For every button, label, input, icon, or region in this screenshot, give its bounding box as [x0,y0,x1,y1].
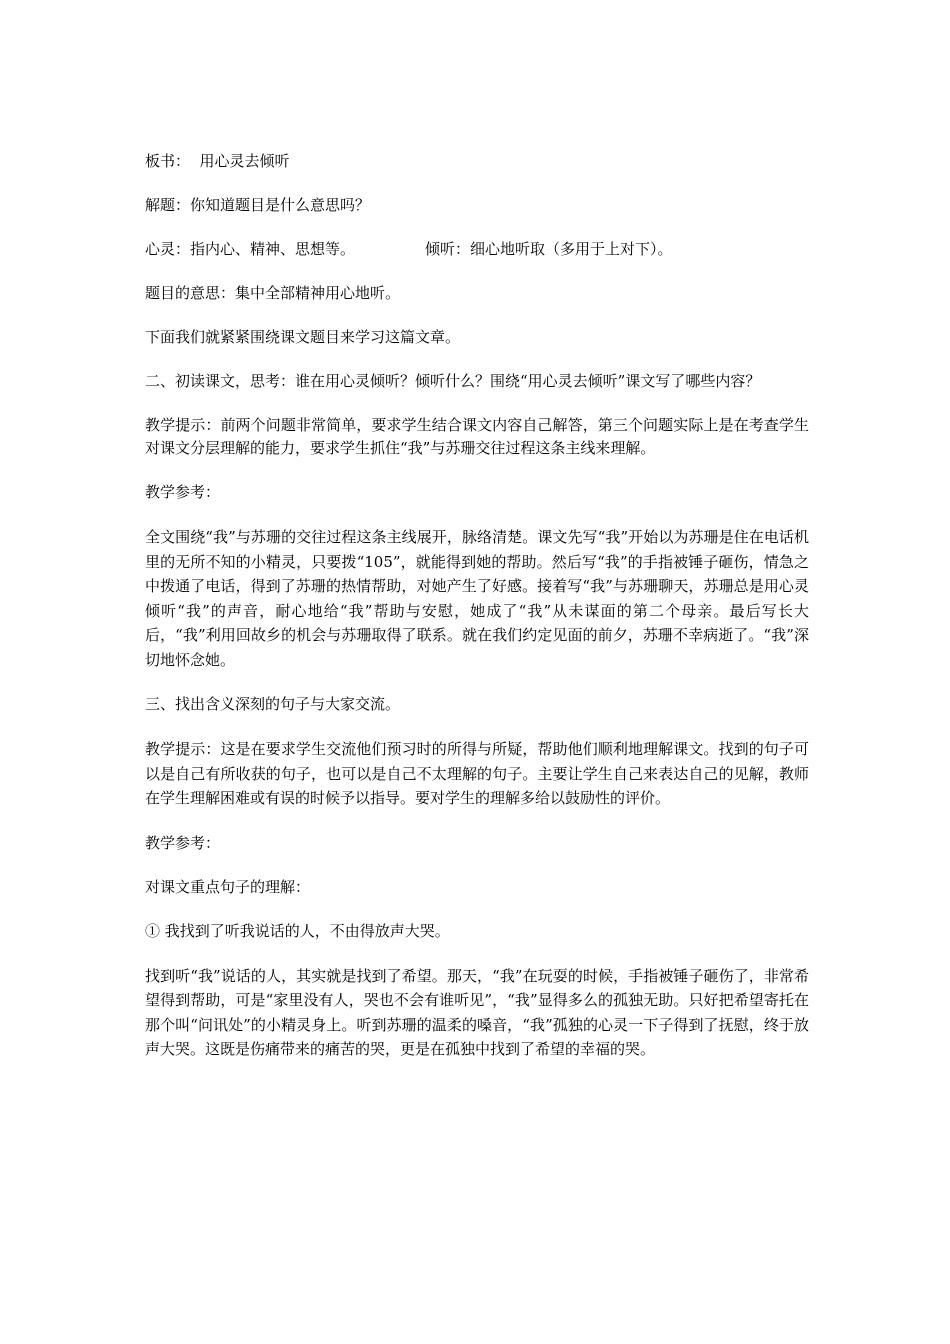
definition-heart: 心灵：指内心、精神、思想等。 [145,240,356,258]
title-question: 解题：你知道题目是什么意思吗？ [145,196,371,214]
document-page [145,150,809,1083]
section2-teaching-hint: 教学提示：前两个问题非常简单，要求学生结合课文内容自己解答，第三个问题实际上是在考查学生对课文分层理解的能力，要求学生抓住“我”与苏珊交往过程这条主线来理解。 [145,416,809,457]
section3-teaching-hint: 教学提示：这是在要求学生交流他们预习时的所得与所疑，帮助他们顺利地理解课文。找到的句子可以是自己有所收获的句子，也可以是自己不太理解的句子。主要让学生自己来表达自己的见解，教师在学生理解困难或有误的时候予以指导。要对学生的理解多给以鼓励性的评价。 [145,740,809,807]
section2-heading: 二、初读课文，思考：谁在用心灵倾听？倾听什么？围绕“用心灵去倾听”课文写了哪些内容？ [145,372,761,390]
definition-listen: 倾听：细心地听取（多用于上对下）。 [425,240,673,258]
definitions-row [145,238,809,261]
section3-heading: 三、找出含义深刻的句子与大家交流。 [145,695,401,713]
title-meaning: 题目的意思：集中全部精神用心地听。 [145,284,401,302]
transition-text: 下面我们就紧紧围绕课文题目来学习这篇文章。 [145,328,461,346]
key-sentence-1: ① 我找到了听我说话的人，不由得放声大哭。 [145,921,450,940]
key-sentences-label: 对课文重点句子的理解： [145,877,311,896]
blackboard-title: 板书： 用心灵去倾听 [145,152,290,170]
section3-reference-label: 教学参考： [145,833,221,852]
section2-reference-label: 教学参考： [145,483,221,501]
key-sentence-1-explanation: 找到听“我”说话的人，其实就是找到了希望。那天，“我”在玩耍的时候，手指被锤子砸伤了，非常希望得到帮助，可是“家里没有人，哭也不会有谁听见”，“我”显得多么的孤独无助。只好把希望寄托在那个叫“问讯处”的小精灵身上。听到苏珊的温柔的嗓音，“我”孤独的心灵一下子得到了抚慰，终于放声大哭。这既是伤痛带来的痛苦的哭，更是在孤独中找到了希望的幸福的哭。 [145,966,809,1058]
section2-reference-text: 全文围绕“我”与苏珊的交往过程这条主线展开，脉络清楚。课文先写“我”开始以为苏珊是住在电话机里的无所不知的小精灵，只要拨“105”，就能得到她的帮助。然后写“我”的手指被锤子砸伤，情急之中拨通了电话，得到了苏珊的热情帮助，对她产生了好感。接着写“我”与苏珊聊天，苏珊总是用心灵倾听“我”的声音，耐心地给“我”帮助与安慰，她成了“我”从未谋面的第二个母亲。最后写长大后，“我”利用回故乡的机会与苏珊取得了联系。就在我们约定见面的前夕，苏珊不幸病逝了。“我”深切地怀念她。 [145,528,809,669]
